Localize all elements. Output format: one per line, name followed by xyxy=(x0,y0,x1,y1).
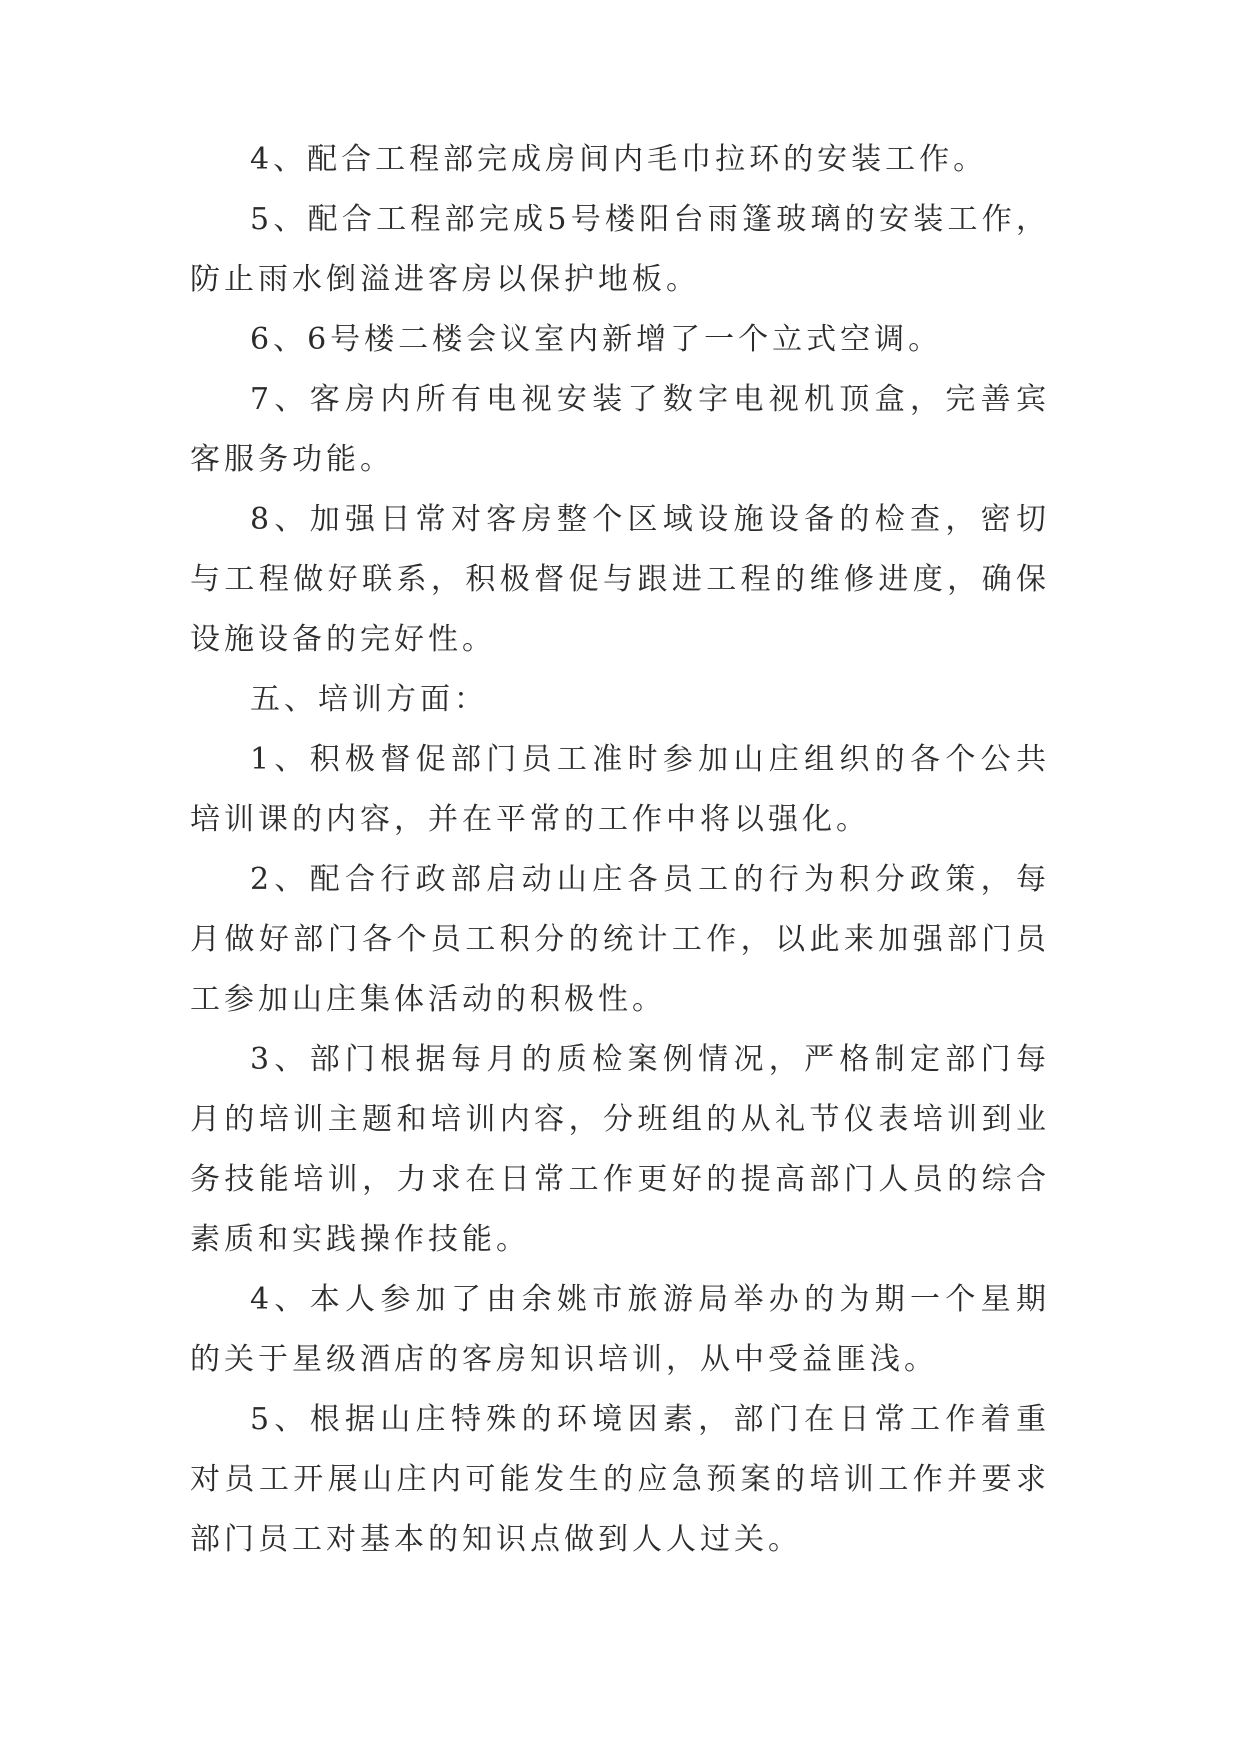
paragraph-item-7-tv-box: 7、客房内所有电视安装了数字电视机顶盒，完善宾客服务功能。 xyxy=(190,382,1050,477)
paragraph-item-6-air-conditioner: 6、6号楼二楼会议室内新增了一个立式空调。 xyxy=(250,322,943,357)
paragraph-training-4: 4、本人参加了由余姚市旅游局举办的为期一个星期的关于星级酒店的客房知识培训，从中受益匪浅。 xyxy=(190,1282,1050,1377)
section-heading-training: 五、培训方面： xyxy=(250,682,488,717)
paragraph-training-5: 5、根据山庄特殊的环境因素，部门在日常工作着重对员工开展山庄内可能发生的应急预案的培训工作并要求部门员工对基本的知识点做到人人过关。 xyxy=(190,1402,1050,1557)
paragraph-training-1: 1、积极督促部门员工准时参加山庄组织的各个公共培训课的内容，并在平常的工作中将以强化。 xyxy=(190,742,1050,837)
paragraph-item-5-balcony-glass: 5、配合工程部完成5号楼阳台雨篷玻璃的安装工作，防止雨水倒溢进客房以保护地板。 xyxy=(190,202,1050,297)
paragraph-training-2: 2、配合行政部启动山庄各员工的行为积分政策，每月做好部门各个员工积分的统计工作，以此来加强部门员工参加山庄集体活动的积极性。 xyxy=(190,862,1050,1017)
paragraph-item-4-towel-rings: 4、配合工程部完成房间内毛巾拉环的安装工作。 xyxy=(250,142,988,177)
paragraph-item-8-inspection: 8、加强日常对客房整个区域设施设备的检查，密切与工程做好联系，积极督促与跟进工程的维修进度，确保设施设备的完好性。 xyxy=(190,502,1050,657)
document-page xyxy=(190,130,1050,1570)
paragraph-training-3: 3、部门根据每月的质检案例情况，严格制定部门每月的培训主题和培训内容，分班组的从礼节仪表培训到业务技能培训，力求在日常工作更好的提高部门人员的综合素质和实践操作技能。 xyxy=(190,1042,1050,1257)
